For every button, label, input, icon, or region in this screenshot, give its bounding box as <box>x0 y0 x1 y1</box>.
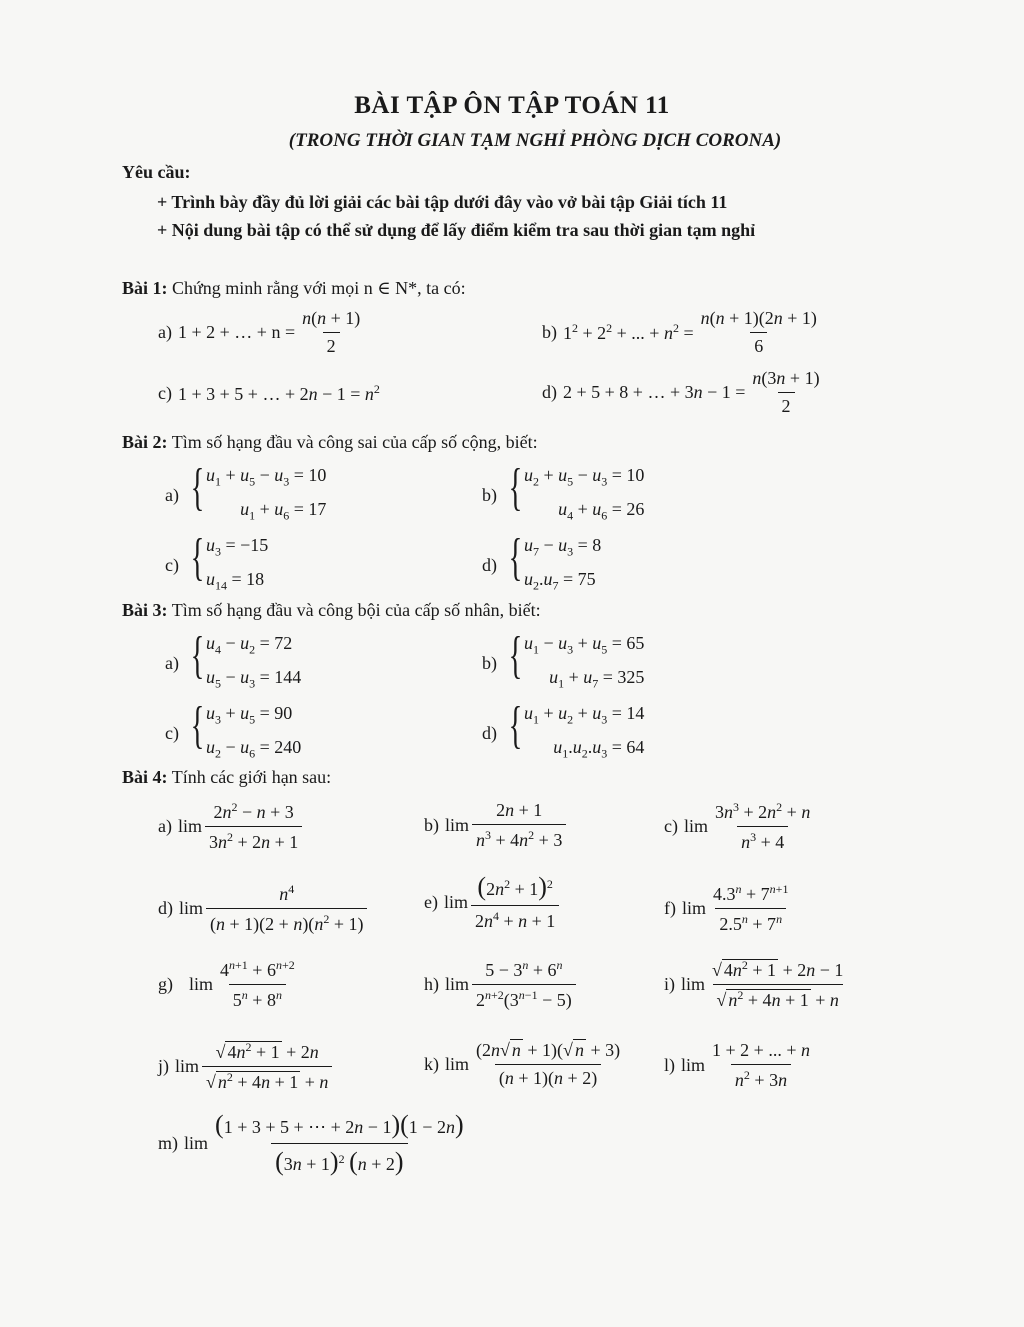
limit-f: f) lim $\frac{4.3^n + 7^{n+1}}{2.5^n + 7^n}$ <box>664 882 789 934</box>
page-title: BÀI TẬP ÔN TẬP TOÁN 11 <box>354 92 670 119</box>
limit-l: l) lim $\frac{1 + 2 + ... + n}{n^2 + 3n}$ <box>664 1040 810 1090</box>
exercise-3-text: Tìm số hạng đầu và công bội của cấp số nhân, biết: <box>171 600 541 620</box>
exercise-2b: b) { $u_2 + u_5 - u_3 = 10$ $u_4 + u_6 = 26$ <box>482 459 645 523</box>
requirements-label: Yêu cầu: <box>122 162 191 182</box>
limit-a: a) lim $\frac{2n^2 - n + 3}{3n^2 + 2n + 1}$ <box>158 800 305 853</box>
exercise-1a: a) 1 + 2 + … + n = $\frac{n(n + 1)}{2}$ <box>158 308 361 356</box>
limit-j: j) lim $\frac{√ 4n^2 + 1 + 2n}{√ n^2 + 4n + 1 + n}$ <box>158 1040 335 1093</box>
exercise-4-label: Bài 4: <box>122 767 168 787</box>
exercise-2-label: Bài 2: <box>122 432 168 452</box>
exercise-1-heading <box>122 278 466 299</box>
limit-i: i) lim $\frac{√ 4n^2 + 1 + 2n - 1}{√ n^2 + 4n + 1 + n}$ <box>664 958 844 1010</box>
exercise-2a: a) { $u_1 + u_5 - u_3 = 10$ $u_1 + u_6 = 17$ <box>165 459 327 523</box>
exercise-2-text: Tìm số hạng đầu và công sai của cấp số cộng, biết: <box>171 432 538 452</box>
exercise-3a: a) { $u_4 - u_2 = 72$ $u_5 - u_3 = 144$ <box>165 627 302 691</box>
limit-m: m) lim $\frac{(1 + 3 + 5 + \cdots + 2n - 1)(1 - 2n)}{(3n + 1)^2 (n + 2)}$ <box>158 1110 464 1176</box>
limit-e: e) lim $\frac{(2n^2 + 1)^2}{2n^4 + n + 1}$ <box>424 872 562 932</box>
exercise-1c: c) 1 + 3 + 5 + … + $2n - 1 = n^2$ <box>158 382 380 404</box>
exercise-1b: b) $1^2 + 2^2$ + ... + $n^2$ = $\frac{n(n + 1)(2n + 1)}{6}$ <box>542 308 817 356</box>
requirement-2: + Nội dung bài tập có thể sử dụng để lấy điểm kiểm tra sau thời gian tạm nghỉ <box>157 220 756 240</box>
exercise-2d: d) { $u_7 - u_3 = 8$ $u_2.u_7 = 75$ <box>482 529 602 593</box>
limit-g: g) lim $\frac{4^{n+1} + 6^{n+2}}{5^n + 8^n}$ <box>158 958 295 1010</box>
limit-c: c) lim $\frac{3n^3 + 2n^2 + n}{n^3 + 4}$ <box>664 800 811 852</box>
exercise-1-label: Bài 1: <box>122 278 168 298</box>
exercise-4-heading <box>122 767 331 788</box>
limit-b: b) lim $\frac{2n + 1}{n^3 + 4n^2 + 3}$ <box>424 800 569 851</box>
limit-h: h) lim $\frac{5 - 3^n + 6^n}{2^{n+2}(3^{n-1} - 5)}$ <box>424 958 579 1011</box>
exercise-3-heading <box>122 600 541 621</box>
exercise-3-label: Bài 3: <box>122 600 168 620</box>
page-subtitle: (TRONG THỜI GIAN TẠM NGHỈ PHÒNG DỊCH CORONA) <box>288 130 782 151</box>
exercise-2-heading <box>122 432 538 453</box>
exercise-1d: d) 2 + 5 + 8 + … + 3n − 1 = $\frac{n(3n + 1)}{2}$ <box>542 368 820 416</box>
limit-k: k) lim $\frac{(2n√ n + 1)(√ n + 3)}{(n + 1)(n + 2)}$ <box>424 1040 621 1088</box>
exercise-3d: d) { $u_1 + u_2 + u_3 = 14$ $u_1.u_2.u_3 = 64$ <box>482 697 645 761</box>
exercise-3b: b) { $u_1 - u_3 + u_5 = 65$ $u_1 + u_7 = 325$ <box>482 627 645 691</box>
exercise-2c: c) { $u_3 = -15$ $u_{14} = 18$ <box>165 529 269 593</box>
exercise-3c: c) { $u_3 + u_5 = 90$ $u_2 - u_6 = 240$ <box>165 697 302 761</box>
requirement-1: + Trình bày đầy đủ lời giải các bài tập dưới đây vào vở bài tập Giải tích 11 <box>157 192 728 212</box>
exercise-4-text: Tính các giới hạn sau: <box>171 767 332 787</box>
exercise-1-text: Chứng minh rằng với mọi n ∈ N*, ta có: <box>172 278 466 298</box>
limit-d: d) lim $\frac{n^4}{(n + 1)(2 + n)(n^2 + 1)}$ <box>158 882 370 935</box>
